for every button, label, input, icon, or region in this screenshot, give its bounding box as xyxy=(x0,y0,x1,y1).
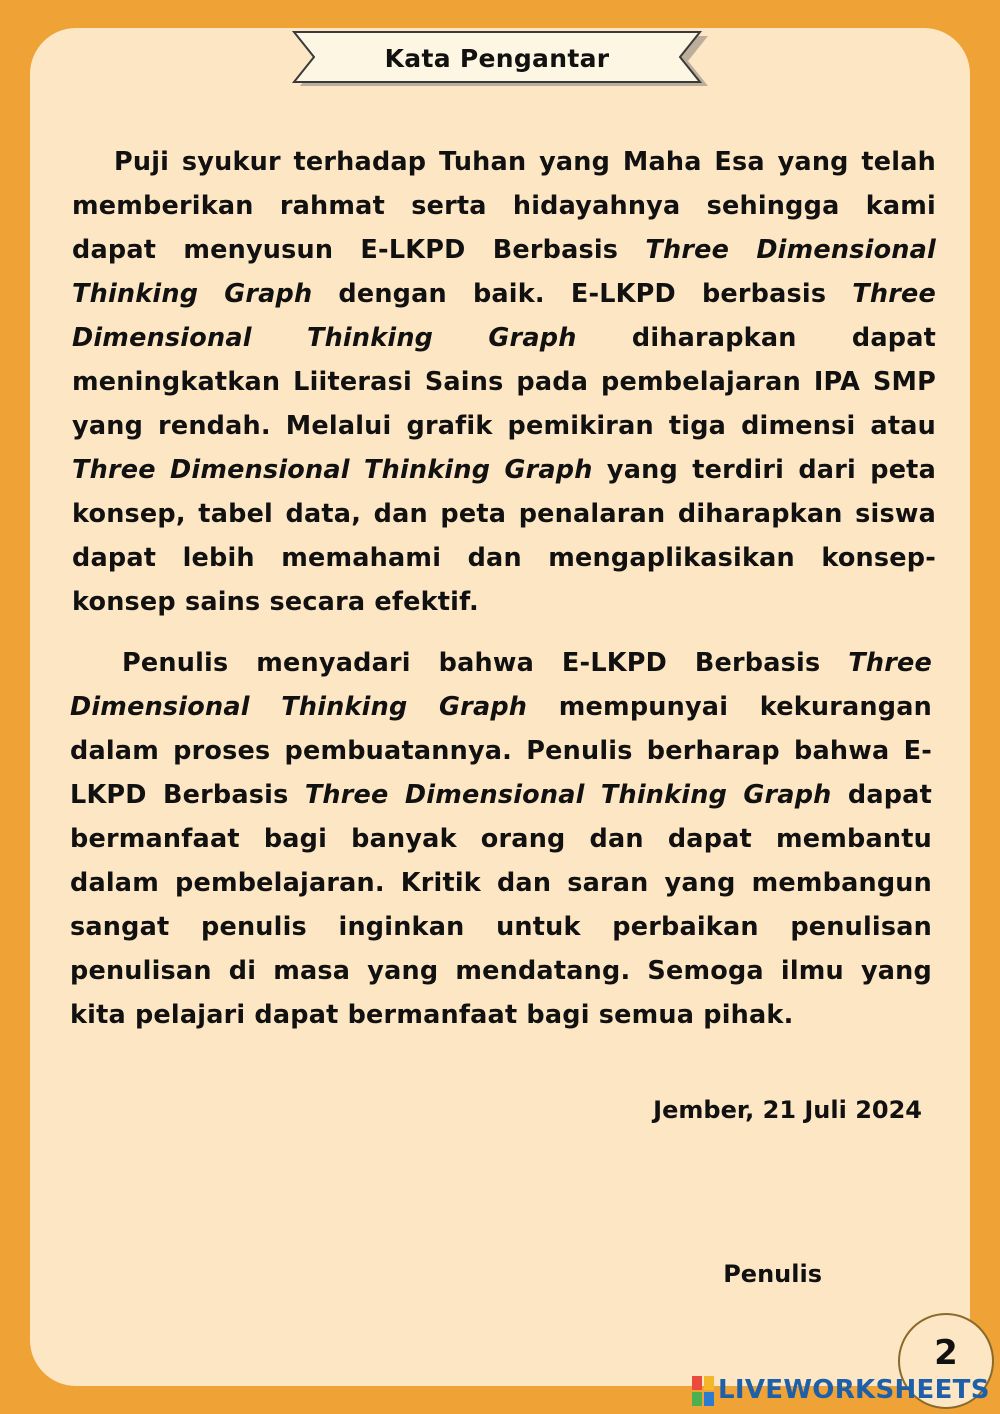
paragraph-text: dapat bermanfaat bagi banyak orang dan dapat membantu dalam pembelajaran. Kritik dan saran yang membangun sangat penulis inginkan untuk perbaikan penulisan penulisan di masa yang mendatang. Semoga ilmu yang kita pelajari dapat bermanfaat bagi semua pihak. xyxy=(70,780,932,1030)
italic-term: Three Dimensional Thinking Graph xyxy=(72,455,593,485)
paragraph-text: yang terdiri dari peta konsep, tabel data, dan peta penalaran diharapkan siswa dapat lebih memahami dan mengaplikasikan konsep-konsep sains secara efektif. xyxy=(72,455,936,617)
paragraph-text: Puji syukur terhadap Tuhan yang Maha Esa yang telah memberikan rahmat serta hidayahnya sehingga kami dapat menyusun E-LKPD Berbasis xyxy=(72,147,936,265)
date-line: Jember, 21 Juli 2024 xyxy=(653,1096,922,1124)
page-title: Kata Pengantar xyxy=(384,44,610,73)
paragraph-text: Penulis menyadari bahwa E-LKPD Berbasis xyxy=(122,648,849,678)
liveworksheets-logo-icon xyxy=(692,1376,714,1406)
watermark-text: LIVEWORKSHEETS xyxy=(718,1375,990,1405)
page-number: 2 xyxy=(934,1333,958,1373)
title-banner xyxy=(284,30,710,88)
italic-term: Three Dimensional Thinking Graph xyxy=(304,780,832,810)
paragraph-2 xyxy=(70,641,932,1037)
paragraph-text: diharapkan dapat meningkatkan Liiterasi Sains pada pembelajaran IPA SMP yang rendah. Melalui grafik pemikiran tiga dimensi atau xyxy=(72,323,937,441)
liveworksheets-watermark xyxy=(692,1372,990,1408)
paragraph-text: mempunyai kekurangan dalam proses pembuatannya. Penulis berharap bahwa E-LKPD Berbasis xyxy=(70,692,932,810)
italic-term: Three Dimensional Thinking Graph xyxy=(72,279,936,353)
signer-label: Penulis xyxy=(723,1260,822,1288)
italic-term: Three Dimensional Thinking Graph xyxy=(72,235,936,309)
italic-term: Three Dimensional Thinking Graph xyxy=(70,648,932,722)
paragraph-1 xyxy=(72,140,936,624)
paragraph-text: dengan baik. E-LKPD berbasis xyxy=(312,279,853,309)
